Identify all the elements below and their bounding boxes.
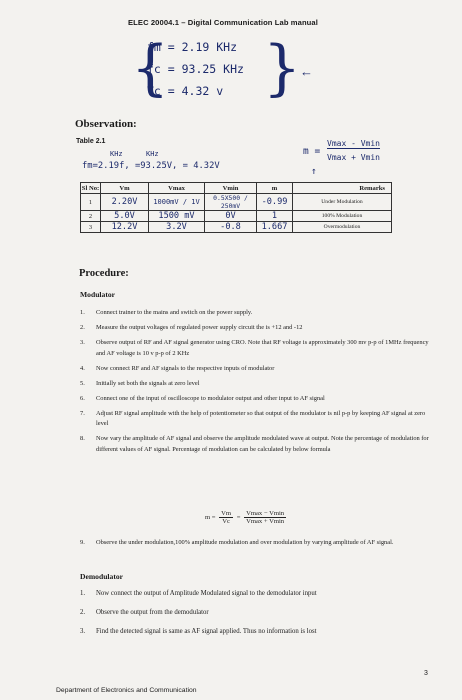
page-number: 3	[424, 670, 428, 677]
cell-vmin: 0.5X500 / 250mV	[205, 194, 257, 211]
modulation-index-formula	[205, 510, 288, 525]
cell-m: -0.99	[257, 194, 293, 211]
list-item: 9. Observe the under modulation,100% amplitude modulation and over modulation by varying amplitude of AF signal.	[80, 539, 394, 546]
col-header-vmin: Vmin	[205, 183, 257, 194]
col-header-vm: Vm	[101, 183, 149, 194]
hw-m-denominator: Vmax + Vmin	[327, 153, 380, 162]
list-item: 6. Connect one of the input of oscilloscope to modulator output and other input to AF signal	[80, 394, 325, 402]
col-header-remarks: Remarks	[293, 183, 392, 194]
left-brace-icon: {	[131, 33, 170, 103]
table-row	[81, 194, 392, 211]
cell-m: 1	[257, 211, 293, 222]
cell-vm: 12.2V	[101, 222, 149, 233]
cell-remark: Under Modulation	[293, 194, 392, 211]
list-item: 7. Adjust RF signal amplitude with the help of potentiometer so that output of the modulator is nil p-p by keeping AF signal at zero level	[80, 409, 426, 428]
hw-fm: fm = 2.19 KHz	[147, 40, 238, 54]
table-row	[81, 222, 392, 233]
up-arrow-icon: ↑	[311, 166, 317, 177]
list-item: 3. Observe output of RF and AF signal generator using CRO. Note that RF voltage is approximately 300 mv p-p of 1MHz frequency and AF voltage is 10 v p-p of 2 KHz	[80, 339, 429, 357]
page-header-title: ELEC 20004.1 – Digital Communication Lab manual	[128, 18, 318, 27]
left-arrow-icon: ←	[300, 64, 313, 79]
formula-fraction-1: $\frac{Vm}{Vc}$	[221, 510, 232, 525]
cell-vmin: -0.8	[205, 222, 257, 233]
hw-params-line: fm=2.19f, =93.25V, = 4.32V	[82, 161, 220, 171]
list-item: 2. Measure the output voltages of regulated power supply circuit the is +12 and -12	[80, 324, 303, 332]
list-item: 3. Find the detected signal is same as AF signal applied. Thus no information is lost	[80, 627, 317, 635]
hw-vc: Vc = 4.32 v	[147, 84, 224, 98]
table-row	[81, 211, 392, 222]
formula-equals: =	[236, 514, 241, 522]
hw-m-lhs: m =	[303, 146, 321, 157]
right-brace-icon: }	[263, 33, 302, 103]
cell-m: 1.667	[257, 222, 293, 233]
cell-vm: 5.0V	[101, 211, 149, 222]
footer-department: Department of Electronics and Communication	[56, 687, 197, 694]
table-label: Table 2.1	[76, 138, 106, 145]
list-item: 1. Now connect the output of Amplitude Modulated signal to the demodulator input	[80, 590, 317, 597]
cell-no: 2	[81, 211, 101, 222]
cell-vmin: 0V	[205, 211, 257, 222]
cell-no: 3	[81, 222, 101, 233]
demodulator-steps	[80, 589, 440, 645]
col-header-sl: Sl No:	[81, 184, 100, 192]
cell-remark: Overmodulation	[293, 222, 392, 233]
cell-vm: 2.20V	[101, 194, 149, 211]
cell-no: 1	[81, 194, 101, 211]
col-header-vmax: Vmax	[149, 183, 205, 194]
observation-heading: Observation:	[75, 118, 137, 130]
list-item: 2. Observe the output from the demodulator	[80, 608, 209, 616]
list-item: 5. Initially set both the signals at zero level	[80, 379, 200, 387]
list-item: 4. Now connect RF and AF signals to the respective inputs of modulator	[80, 364, 275, 372]
col-header-m: m	[257, 183, 293, 194]
modulator-heading: Modulator	[80, 290, 116, 299]
cell-vmax: 3.2V	[149, 222, 205, 233]
formula-fraction-2: $\frac{Vmax - Vmin}{Vmax + Vmin}$	[246, 510, 285, 525]
handwritten-parameters	[131, 33, 302, 118]
procedure-heading: Procedure:	[79, 268, 129, 279]
observation-table	[80, 182, 392, 233]
formula-lhs: m =	[205, 514, 216, 522]
list-item: 1. Connect trainer to the mains and switch on the power supply.	[80, 309, 253, 316]
demodulator-heading: Demodulator	[80, 572, 124, 581]
cell-vmax: 1500 mV	[149, 211, 205, 222]
list-item: 8. Now vary the amplitude of AF signal and observe the amplitude modulated wave at output. Note the percentage of modulation for different values of AF signal. Percentage of modulation can be calculated by below formula	[80, 435, 429, 453]
modulator-steps	[80, 308, 432, 460]
cell-remark: 100% Modulation	[293, 211, 392, 222]
hw-m-numerator: Vmax - Vmin	[327, 139, 380, 148]
hw-unit-khz-2: KHz	[146, 150, 159, 158]
table-header-row	[81, 183, 392, 194]
hw-unit-khz-1: KHz	[110, 150, 123, 158]
hw-fc: fc = 93.25 KHz	[147, 62, 244, 76]
cell-vmax: 1000mV / 1V	[149, 194, 205, 211]
